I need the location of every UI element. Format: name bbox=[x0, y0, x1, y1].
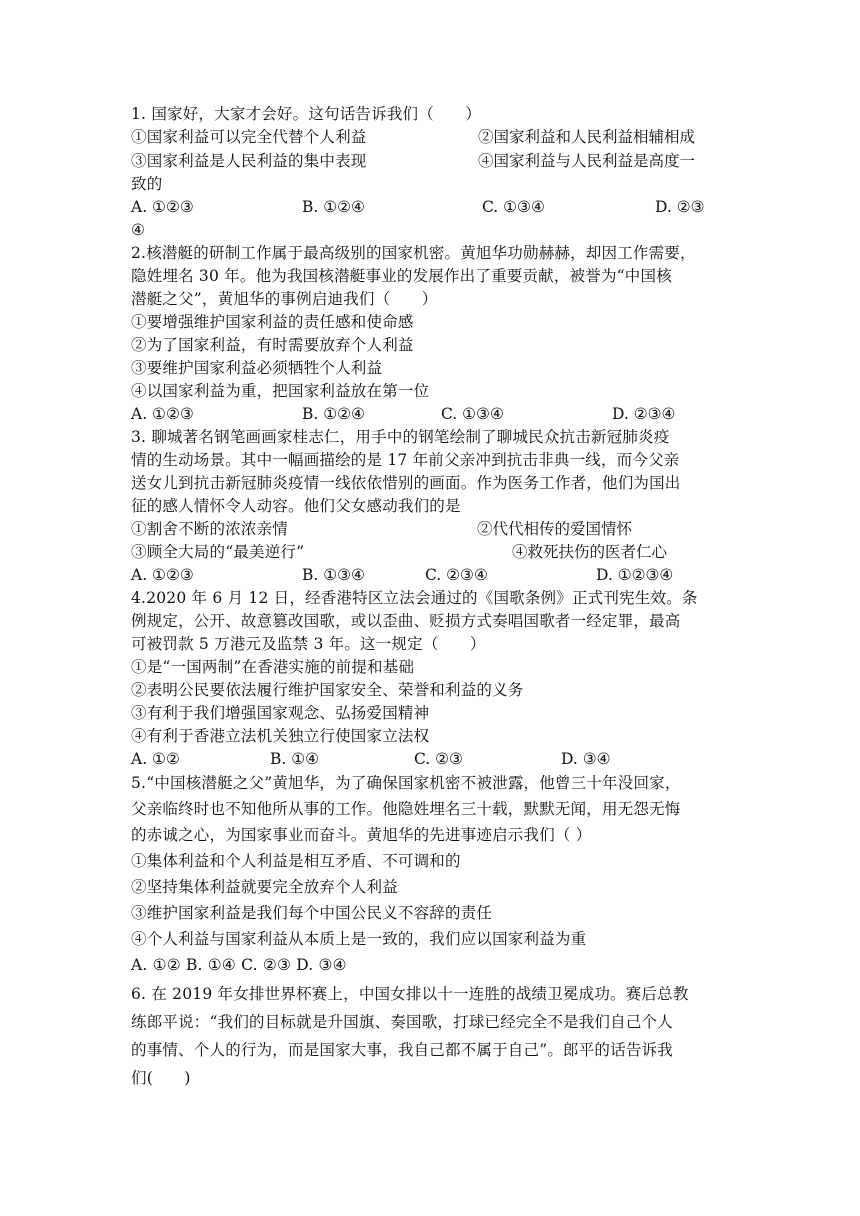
q3-option-b: B. ①③④ bbox=[302, 566, 365, 584]
q4-option-a: A. ①② bbox=[131, 750, 180, 768]
q2-statement-4: ④以国家利益为重，把国家利益放在第一位 bbox=[131, 382, 430, 400]
q1-option-c: C. ①③④ bbox=[482, 198, 545, 216]
q1-statement-4: ④国家利益与人民利益是高度一 bbox=[478, 152, 696, 170]
q4-stem-line-2: 例规定，公开、故意篡改国歌，或以歪曲、贬损方式奏唱国歌者一经定罪，最高 bbox=[131, 612, 681, 630]
q4-option-c: C. ②③ bbox=[414, 750, 463, 768]
q6-stem-line-2: 练郎平说：“我们的目标就是升国旗、奏国歌，打球已经完全不是我们自己个人 bbox=[131, 1013, 673, 1031]
q5-stem-line-3: 的赤诚之心，为国家事业而奋斗。黄旭华的先进事迹启示我们（ ） bbox=[131, 826, 592, 844]
q3-statement-3: ③顾全大局的“最美逆行” bbox=[131, 543, 305, 561]
q5-stem-line-2: 父亲临终时也不知他所从事的工作。他隐姓埋名三十载，默默无闻，用无怨无悔 bbox=[131, 800, 681, 818]
q2-option-d: D. ②③④ bbox=[612, 405, 676, 423]
q3-option-a: A. ①②③ bbox=[131, 566, 194, 584]
q2-statement-2: ②为了国家利益，有时需要放弃个人利益 bbox=[131, 336, 414, 354]
q1-option-d: D. ②③ bbox=[655, 198, 705, 216]
q1-option-b: B. ①②④ bbox=[302, 198, 365, 216]
q1-option-a: A. ①②③ bbox=[131, 198, 194, 216]
q3-statement-2: ②代代相传的爱国情怀 bbox=[477, 520, 633, 538]
q2-stem-line-1: 2.核潜艇的研制工作属于最高级别的国家机密。黄旭华功勋赫赫，却因工作需要， bbox=[131, 244, 696, 262]
q3-stem-line-1: 3. 聊城著名钢笔画画家桂志仁，用手中的钢笔绘制了聊城民众抗击新冠肺炎疫 bbox=[131, 428, 670, 446]
q4-statement-2: ②表明公民要依法履行维护国家安全、荣誉和利益的义务 bbox=[131, 681, 524, 699]
q2-statement-1: ①要增强维护国家利益的责任感和使命感 bbox=[131, 313, 414, 331]
q2-option-b: B. ①②④ bbox=[302, 405, 365, 423]
q4-statement-1: ①是“一国两制”在香港实施的前提和基础 bbox=[131, 658, 415, 676]
q4-option-d: D. ③④ bbox=[561, 750, 611, 768]
q5-statement-1: ①集体利益和个人利益是相互矛盾、不可调和的 bbox=[131, 852, 461, 870]
q1-option-d-cont: ④ bbox=[131, 221, 146, 239]
q1-statement-2: ②国家利益和人民利益相辅相成 bbox=[478, 128, 696, 146]
q3-option-c: C. ②③④ bbox=[425, 566, 488, 584]
q3-statement-4: ④救死扶伤的医者仁心 bbox=[512, 543, 668, 561]
q5-stem-line-1: 5.“中国核潜艇之父”黄旭华，为了确保国家机密不被泄露，他曾三十年没回家， bbox=[131, 774, 681, 792]
q3-stem-line-2: 情的生动场景。其中一幅画描绘的是 17 年前父亲冲到抗击非典一线，而今父亲 bbox=[131, 451, 680, 469]
q3-statement-1: ①割舍不断的浓浓亲情 bbox=[131, 520, 289, 538]
q4-option-b: B. ①④ bbox=[270, 750, 320, 768]
q4-stem-line-1: 4.2020 年 6 月 12 日，经香港特区立法会通过的《国歌条例》正式刊宪生效。条 bbox=[131, 589, 698, 607]
q6-stem-line-3: 的事情、个人的行为，而是国家大事，我自己都不属于自己”。郎平的话告诉我 bbox=[131, 1041, 673, 1059]
q4-stem-line-3: 可被罚款 5 万港元及监禁 3 年。这一规定（ ） bbox=[131, 635, 486, 653]
q3-stem-line-4: 征的感人情怀令人动容。他们父女感动我们的是 bbox=[131, 497, 461, 515]
q5-statement-2: ②坚持集体利益就要完全放弃个人利益 bbox=[131, 878, 398, 896]
q3-option-d: D. ①②③④ bbox=[596, 566, 674, 584]
q1-statement-3: ③国家利益是人民利益的集中表现 bbox=[131, 152, 367, 170]
q2-option-c: C. ①③④ bbox=[441, 405, 504, 423]
q5-statement-4: ④个人利益与国家利益从本质上是一致的，我们应以国家利益为重 bbox=[131, 930, 587, 948]
q2-stem-line-2: 隐姓埋名 30 年。他为我国核潜艇事业的发展作出了重要贡献，被誉为“中国核 bbox=[131, 267, 672, 285]
q2-statement-3: ③要维护国家利益必须牺牲个人利益 bbox=[131, 359, 383, 377]
q5-options: A. ①② B. ①④ C. ②③ D. ③④ bbox=[131, 956, 347, 974]
q4-statement-4: ④有利于香港立法机关独立行使国家立法权 bbox=[131, 727, 430, 745]
q4-statement-3: ③有利于我们增强国家观念、弘扬爱国精神 bbox=[131, 704, 430, 722]
q3-stem-line-3: 送女儿到抗击新冠肺炎疫情一线依依惜别的画面。作为医务工作者，他们为国出 bbox=[131, 474, 681, 492]
q2-option-a: A. ①②③ bbox=[131, 405, 194, 423]
q1-statement-4-cont: 致的 bbox=[131, 175, 163, 193]
q6-stem-line-1: 6. 在 2019 年女排世界杯赛上，中国女排以十一连胜的战绩卫冕成功。赛后总教 bbox=[131, 985, 689, 1003]
q1-stem: 1. 国家好，大家才会好。这句话告诉我们（ ） bbox=[131, 105, 482, 123]
q1-statement-1: ①国家利益可以完全代替个人利益 bbox=[131, 128, 367, 146]
q2-stem-line-3: 潜艇之父”，黄旭华的事例启迪我们（ ） bbox=[131, 290, 438, 308]
q6-stem-line-4: 们( ) bbox=[131, 1069, 191, 1087]
q5-statement-3: ③维护国家利益是我们每个中国公民义不容辞的责任 bbox=[131, 904, 493, 922]
